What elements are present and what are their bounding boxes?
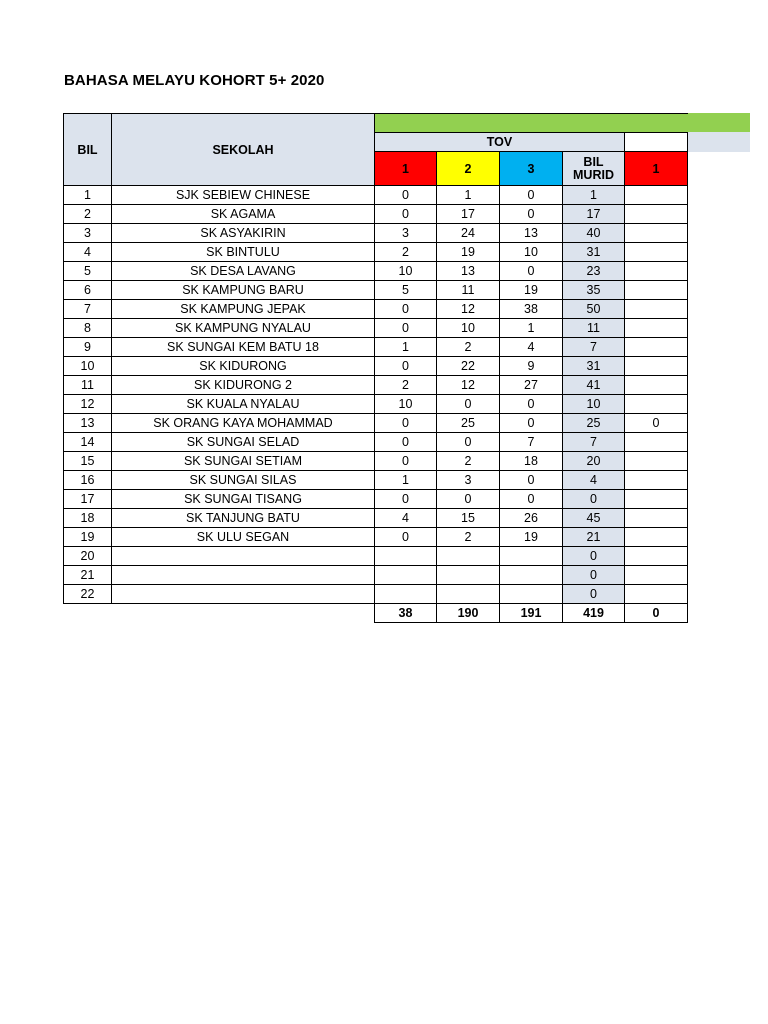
cell-tov-1 xyxy=(375,547,437,566)
table-row xyxy=(64,243,688,262)
cell-sekolah: SK KUALA NYALAU xyxy=(112,395,375,414)
cell-tov-2 xyxy=(437,585,500,604)
cell-sekolah xyxy=(112,566,375,585)
cell-extra xyxy=(625,566,688,585)
cell-sekolah: SK AGAMA xyxy=(112,205,375,224)
cell-bil-murid: 25 xyxy=(563,414,625,433)
cell-tov-3: 0 xyxy=(500,395,563,414)
cell-tov-2: 11 xyxy=(437,281,500,300)
cell-tov-3: 13 xyxy=(500,224,563,243)
cell-sekolah: SK KAMPUNG JEPAK xyxy=(112,300,375,319)
total-tov-1: 38 xyxy=(375,604,437,623)
total-bil-murid: 419 xyxy=(563,604,625,623)
cell-tov-2 xyxy=(437,547,500,566)
header-green-band xyxy=(375,114,688,133)
cell-tov-2: 24 xyxy=(437,224,500,243)
cell-bil-murid: 35 xyxy=(563,281,625,300)
cell-extra xyxy=(625,490,688,509)
table-row xyxy=(64,224,688,243)
table-row xyxy=(64,262,688,281)
cell-tov-1: 0 xyxy=(375,319,437,338)
cell-tov-3 xyxy=(500,547,563,566)
total-tov-2: 190 xyxy=(437,604,500,623)
cell-sekolah: SK TANJUNG BATU xyxy=(112,509,375,528)
cell-tov-2: 2 xyxy=(437,528,500,547)
cell-tov-2: 12 xyxy=(437,300,500,319)
cell-extra xyxy=(625,262,688,281)
header-blank xyxy=(625,133,688,152)
cell-tov-2: 1 xyxy=(437,186,500,205)
cell-bil: 3 xyxy=(64,224,112,243)
cell-bil-murid: 45 xyxy=(563,509,625,528)
cell-extra xyxy=(625,471,688,490)
cell-bil: 14 xyxy=(64,433,112,452)
cell-sekolah: SK SUNGAI SILAS xyxy=(112,471,375,490)
cell-bil: 6 xyxy=(64,281,112,300)
table-row xyxy=(64,414,688,433)
cell-sekolah: SK SUNGAI KEM BATU 18 xyxy=(112,338,375,357)
cell-tov-1 xyxy=(375,566,437,585)
cell-bil-murid: 0 xyxy=(563,585,625,604)
cell-sekolah: SK BINTULU xyxy=(112,243,375,262)
cell-bil-murid: 4 xyxy=(563,471,625,490)
cell-tov-1: 0 xyxy=(375,357,437,376)
cell-extra xyxy=(625,243,688,262)
cell-extra xyxy=(625,452,688,471)
cell-sekolah: SK SUNGAI TISANG xyxy=(112,490,375,509)
cell-tov-3: 1 xyxy=(500,319,563,338)
cell-bil: 22 xyxy=(64,585,112,604)
cell-tov-1: 10 xyxy=(375,262,437,281)
cell-bil-murid: 7 xyxy=(563,338,625,357)
table-row xyxy=(64,300,688,319)
table-row xyxy=(64,395,688,414)
cell-extra xyxy=(625,357,688,376)
cell-bil: 19 xyxy=(64,528,112,547)
cell-bil: 9 xyxy=(64,338,112,357)
cell-tov-2: 13 xyxy=(437,262,500,281)
cell-bil: 13 xyxy=(64,414,112,433)
cell-bil: 18 xyxy=(64,509,112,528)
table-row xyxy=(64,509,688,528)
cell-tov-1: 1 xyxy=(375,338,437,357)
cell-bil: 15 xyxy=(64,452,112,471)
cell-tov-3: 27 xyxy=(500,376,563,395)
table-row xyxy=(64,357,688,376)
cell-tov-3: 10 xyxy=(500,243,563,262)
header-bil: BIL xyxy=(64,114,112,186)
cell-extra xyxy=(625,186,688,205)
table-row xyxy=(64,186,688,205)
table-row xyxy=(64,376,688,395)
header-tov: TOV xyxy=(375,133,625,152)
cell-tov-3 xyxy=(500,585,563,604)
cell-tov-1: 3 xyxy=(375,224,437,243)
totals-spacer xyxy=(112,604,375,623)
cell-tov-3: 19 xyxy=(500,281,563,300)
header-sekolah: SEKOLAH xyxy=(112,114,375,186)
cell-tov-2: 0 xyxy=(437,490,500,509)
cell-tov-3: 4 xyxy=(500,338,563,357)
table-row xyxy=(64,433,688,452)
cell-extra xyxy=(625,433,688,452)
cell-bil-murid: 11 xyxy=(563,319,625,338)
cell-bil-murid: 7 xyxy=(563,433,625,452)
cell-tov-2: 0 xyxy=(437,395,500,414)
cell-extra xyxy=(625,547,688,566)
cell-bil: 12 xyxy=(64,395,112,414)
header-col-1: 1 xyxy=(375,152,437,186)
cell-bil: 4 xyxy=(64,243,112,262)
cell-tov-2: 2 xyxy=(437,452,500,471)
cell-tov-1 xyxy=(375,585,437,604)
table-row xyxy=(64,338,688,357)
cell-tov-3: 0 xyxy=(500,186,563,205)
cell-bil-murid: 41 xyxy=(563,376,625,395)
cell-bil-murid: 10 xyxy=(563,395,625,414)
cell-bil-murid: 23 xyxy=(563,262,625,281)
header-bil-murid-line2: MURID xyxy=(573,167,614,182)
cell-sekolah: SK KAMPUNG BARU xyxy=(112,281,375,300)
totals-row xyxy=(64,604,688,623)
results-table xyxy=(63,113,688,623)
cell-tov-1: 0 xyxy=(375,414,437,433)
cell-extra xyxy=(625,509,688,528)
cell-sekolah: SJK SEBIEW CHINESE xyxy=(112,186,375,205)
cell-tov-2: 2 xyxy=(437,338,500,357)
header-bil-murid xyxy=(563,152,625,186)
cell-tov-1: 0 xyxy=(375,452,437,471)
cell-tov-3: 19 xyxy=(500,528,563,547)
header-extra-col-1: 1 xyxy=(625,152,688,186)
cell-extra xyxy=(625,528,688,547)
cell-sekolah: SK KIDURONG 2 xyxy=(112,376,375,395)
cell-sekolah: SK ULU SEGAN xyxy=(112,528,375,547)
cell-bil: 21 xyxy=(64,566,112,585)
cell-bil: 5 xyxy=(64,262,112,281)
cell-tov-1: 4 xyxy=(375,509,437,528)
cell-tov-2: 22 xyxy=(437,357,500,376)
cell-bil-murid: 0 xyxy=(563,547,625,566)
cell-tov-1: 0 xyxy=(375,186,437,205)
table-row xyxy=(64,205,688,224)
cell-tov-2: 17 xyxy=(437,205,500,224)
cell-extra xyxy=(625,585,688,604)
cell-extra xyxy=(625,319,688,338)
cell-tov-2: 10 xyxy=(437,319,500,338)
cell-tov-1: 2 xyxy=(375,243,437,262)
cell-tov-1: 0 xyxy=(375,490,437,509)
table-row xyxy=(64,566,688,585)
cell-tov-2: 12 xyxy=(437,376,500,395)
cell-tov-2: 3 xyxy=(437,471,500,490)
total-extra: 0 xyxy=(625,604,688,623)
cell-bil: 2 xyxy=(64,205,112,224)
cell-sekolah: SK ASYAKIRIN xyxy=(112,224,375,243)
cell-tov-1: 0 xyxy=(375,433,437,452)
cell-tov-3: 0 xyxy=(500,471,563,490)
cell-extra xyxy=(625,205,688,224)
cell-tov-3: 0 xyxy=(500,262,563,281)
cell-bil-murid: 0 xyxy=(563,490,625,509)
cell-tov-2: 0 xyxy=(437,433,500,452)
cell-sekolah: SK KIDURONG xyxy=(112,357,375,376)
cell-tov-1: 2 xyxy=(375,376,437,395)
cell-extra xyxy=(625,224,688,243)
cell-extra: 0 xyxy=(625,414,688,433)
table-row xyxy=(64,528,688,547)
cell-tov-3: 0 xyxy=(500,205,563,224)
cell-bil: 20 xyxy=(64,547,112,566)
cell-bil: 8 xyxy=(64,319,112,338)
cell-tov-3 xyxy=(500,566,563,585)
table-row xyxy=(64,585,688,604)
cell-bil: 7 xyxy=(64,300,112,319)
table-row xyxy=(64,452,688,471)
cell-bil: 17 xyxy=(64,490,112,509)
cell-tov-1: 0 xyxy=(375,205,437,224)
cell-tov-3: 0 xyxy=(500,490,563,509)
cell-tov-3: 9 xyxy=(500,357,563,376)
cell-extra xyxy=(625,376,688,395)
cell-tov-2: 19 xyxy=(437,243,500,262)
header-col-3: 3 xyxy=(500,152,563,186)
cell-tov-3: 18 xyxy=(500,452,563,471)
cell-extra xyxy=(625,338,688,357)
cell-extra xyxy=(625,395,688,414)
table-row xyxy=(64,547,688,566)
table-row xyxy=(64,490,688,509)
cell-tov-3: 38 xyxy=(500,300,563,319)
totals-spacer xyxy=(64,604,112,623)
cell-tov-3: 7 xyxy=(500,433,563,452)
cell-bil-murid: 40 xyxy=(563,224,625,243)
cell-sekolah xyxy=(112,547,375,566)
header-col-2: 2 xyxy=(437,152,500,186)
header-bil-murid-line1: BIL xyxy=(583,154,604,169)
cell-bil-murid: 20 xyxy=(563,452,625,471)
cell-extra xyxy=(625,281,688,300)
cell-tov-1: 0 xyxy=(375,528,437,547)
cell-tov-2: 15 xyxy=(437,509,500,528)
cell-tov-2: 25 xyxy=(437,414,500,433)
cell-bil-murid: 50 xyxy=(563,300,625,319)
cell-bil-murid: 31 xyxy=(563,357,625,376)
cell-tov-2 xyxy=(437,566,500,585)
total-tov-3: 191 xyxy=(500,604,563,623)
cell-tov-3: 0 xyxy=(500,414,563,433)
table-row xyxy=(64,471,688,490)
cell-extra xyxy=(625,300,688,319)
cell-sekolah: SK ORANG KAYA MOHAMMAD xyxy=(112,414,375,433)
grey-header-band xyxy=(688,132,750,152)
cell-sekolah xyxy=(112,585,375,604)
table-row xyxy=(64,281,688,300)
cell-tov-3: 26 xyxy=(500,509,563,528)
cell-tov-1: 0 xyxy=(375,300,437,319)
cell-bil: 11 xyxy=(64,376,112,395)
cell-bil-murid: 21 xyxy=(563,528,625,547)
cell-tov-1: 10 xyxy=(375,395,437,414)
cell-tov-1: 1 xyxy=(375,471,437,490)
page-title: BAHASA MELAYU KOHORT 5+ 2020 xyxy=(64,72,325,89)
cell-bil-murid: 0 xyxy=(563,566,625,585)
cell-bil: 10 xyxy=(64,357,112,376)
cell-bil: 16 xyxy=(64,471,112,490)
cell-sekolah: SK DESA LAVANG xyxy=(112,262,375,281)
cell-bil-murid: 1 xyxy=(563,186,625,205)
cell-sekolah: SK KAMPUNG NYALAU xyxy=(112,319,375,338)
cell-bil: 1 xyxy=(64,186,112,205)
cell-bil-murid: 31 xyxy=(563,243,625,262)
cell-sekolah: SK SUNGAI SELAD xyxy=(112,433,375,452)
cell-sekolah: SK SUNGAI SETIAM xyxy=(112,452,375,471)
cell-bil-murid: 17 xyxy=(563,205,625,224)
cell-tov-1: 5 xyxy=(375,281,437,300)
table-row xyxy=(64,319,688,338)
